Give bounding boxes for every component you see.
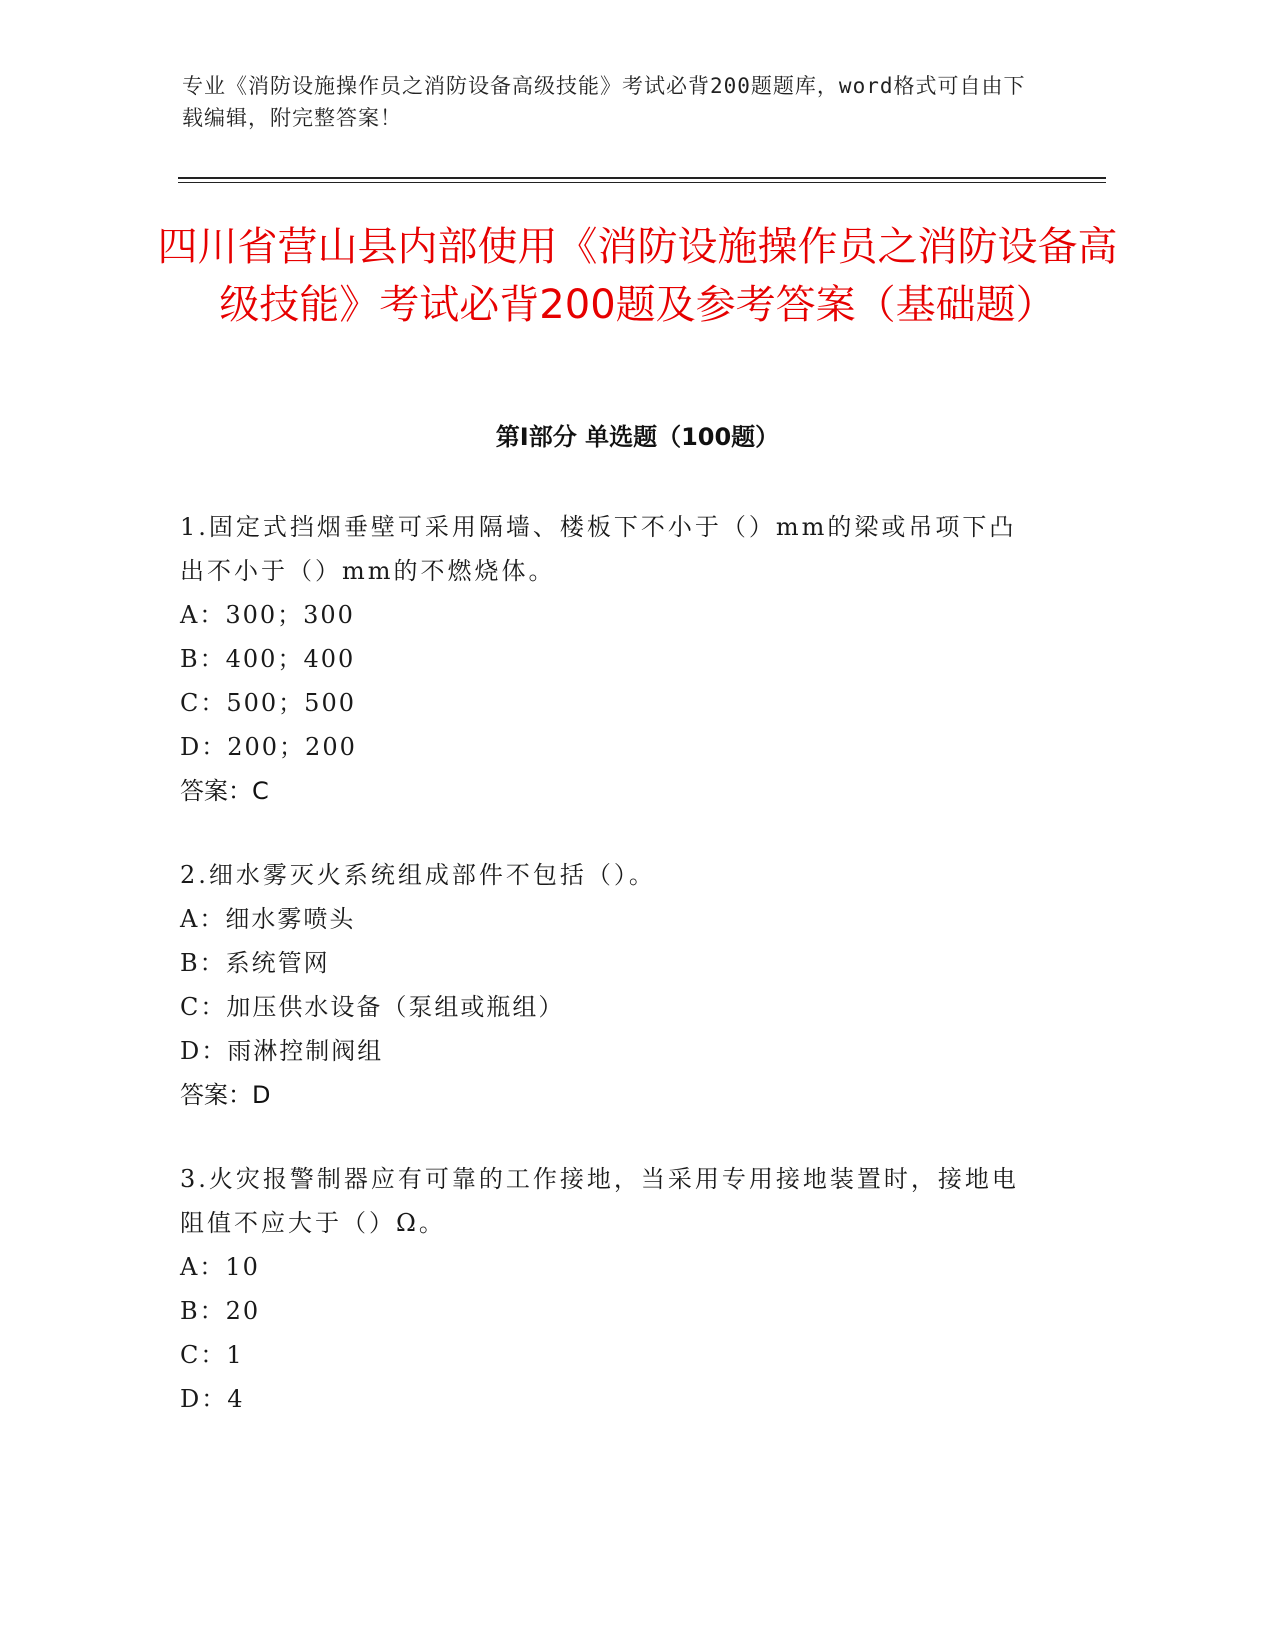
question-stem: 1.固定式挡烟垂壁可采用隔墙、楼板下不小于（）mm的梁或吊项下凸出不小于（）mm的不燃烧体。 xyxy=(180,513,1017,585)
question-stem: 2.细水雾灭火系统组成部件不包括（）。 xyxy=(180,861,656,889)
option-d: D：4 xyxy=(180,1385,245,1413)
document-title: 四川省营山县内部使用《消防设施操作员之消防设备高级技能》考试必背200题及参考答案（基础题） xyxy=(157,224,1118,328)
header-divider-thin xyxy=(178,182,1106,183)
question-1 xyxy=(180,505,1040,813)
option-c: C：500；500 xyxy=(180,689,356,717)
answer: 答案：D xyxy=(180,1081,271,1109)
section-title: 第Ⅰ部分 单选题（100题） xyxy=(495,423,780,451)
option-b: B：系统管网 xyxy=(180,949,330,977)
question-2 xyxy=(180,853,1040,1117)
option-b: B：400；400 xyxy=(180,645,356,673)
option-c: C：1 xyxy=(180,1341,244,1369)
option-d: D：雨淋控制阀组 xyxy=(180,1037,384,1065)
option-c: C：加压供水设备（泵组或瓶组） xyxy=(180,993,565,1021)
answer: 答案：C xyxy=(180,777,269,805)
header-divider-thick xyxy=(178,177,1106,179)
question-list xyxy=(180,505,1040,1461)
option-b: B：20 xyxy=(180,1297,261,1325)
option-a: A：300；300 xyxy=(180,601,355,629)
question-stem: 3.火灾报警制器应有可靠的工作接地，当采用专用接地装置时，接地电阻值不应大于（）Ω。 xyxy=(180,1165,1019,1237)
option-a: A：细水雾喷头 xyxy=(180,905,356,933)
option-d: D：200；200 xyxy=(180,733,357,761)
question-3 xyxy=(180,1157,1040,1421)
header-note: 专业《消防设施操作员之消防设备高级技能》考试必背200题题库，word格式可自由下载编辑，附完整答案！ xyxy=(182,74,1026,130)
option-a: A：10 xyxy=(180,1253,260,1281)
